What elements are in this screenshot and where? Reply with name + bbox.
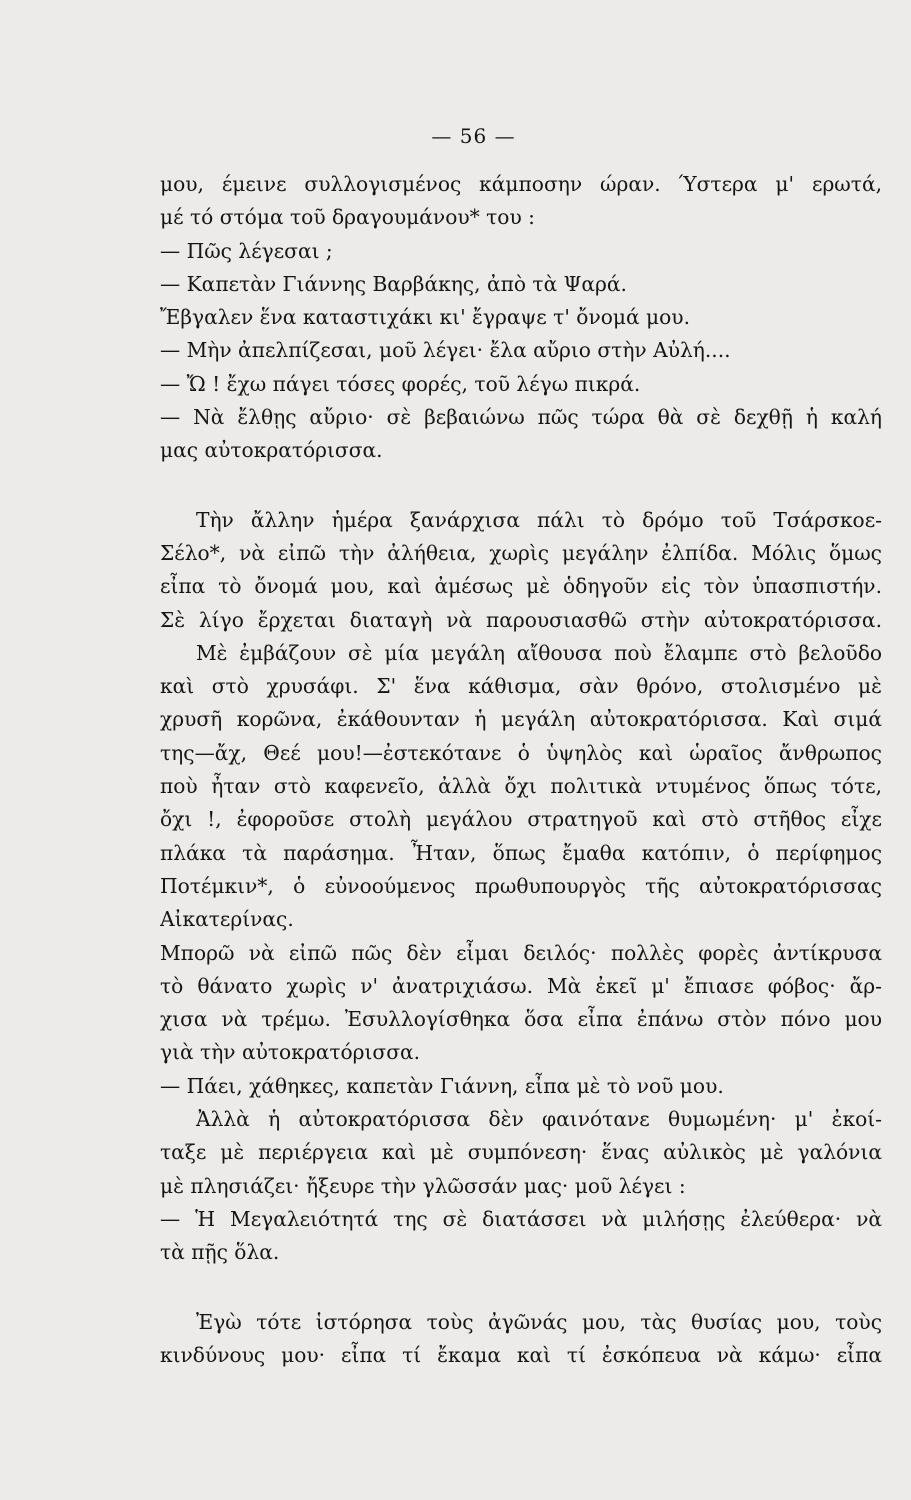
text-line: τὸ θάνατο χωρὶς ν' ἀνατριχιάσω. Μὰ ἐκεῖ μ' ἔπιασε φόβος· ἄρ-: [160, 973, 882, 998]
text-line: Σέλο*, νὰ εἰπῶ τὴν ἀλήθεια, χωρὶς μεγάλην ἐλπίδα. Μόλις ὅμως: [160, 540, 882, 565]
text-line: Μπορῶ νὰ εἰπῶ πῶς δὲν εἶμαι δειλός· πολλὲς φορὲς ἀντίκρυσα: [160, 940, 882, 965]
text-line: ταξε μὲ περιέργεια καὶ μὲ συμπόνεση· ἕνας αὐλικὸς μὲ γαλόνια: [160, 1140, 882, 1165]
text-line: — Πῶς λέγεσαι ;: [160, 238, 333, 263]
text-line: Τὴν ἄλλην ἡμέρα ξανάρχισα πάλι τὸ δρόμο τοῦ Τσάρσκοε-: [196, 507, 882, 532]
text-line: — Ἡ Μεγαλειότητά της σὲ διατάσσει νὰ μιλήσῃς ἐλεύθερα· νὰ: [160, 1206, 882, 1231]
text-line: — Καπετὰν Γιάννης Βαρβάκης, ἀπὸ τὰ Ψαρά.: [160, 271, 627, 296]
text-line: χισα νὰ τρέμω. Ἐσυλλογίσθηκα ὅσα εἶπα ἐπάνω στὸν πόνο μου: [160, 1007, 882, 1032]
text-line: — Ὤ ! ἔχω πάγει τόσες φορές, τοῦ λέγω πικρά.: [160, 371, 641, 396]
paragraph-p1: [160, 168, 882, 468]
text-line: μὲ πλησιάζει· ἤξευρε τὴν γλῶσσάν μας· μοῦ λέγει :: [160, 1173, 686, 1198]
text-line: Μὲ ἐμβάζουν σὲ μία μεγάλη αἴθουσα ποὺ ἔλαμπε στὸ βελοῦδο: [196, 640, 882, 665]
text-line: χρυσῆ κορῶνα, ἐκάθουνταν ἡ μεγάλη αὐτοκρατόρισσα. Καὶ σιμά: [160, 707, 882, 732]
text-line: — Νὰ ἔλθῃς αὔριο· σὲ βεβαιώνω πῶς τώρα θὰ σὲ δεχθῇ ἡ καλή: [160, 405, 882, 430]
text-line: — Μὴν ἀπελπίζεσαι, μοῦ λέγει· ἔλα αὔριο στὴν Αὐλή....: [160, 338, 731, 363]
paragraph-gap: [160, 1270, 882, 1306]
text-line: μας αὐτοκρατόρισσα.: [160, 438, 383, 463]
text-line: Ἀλλὰ ἡ αὐτοκρατόρισσα δὲν φαινότανε θυμωμένη· μ' ἐκοί-: [196, 1107, 882, 1132]
text-line: ὄχι !, ἐφοροῦσε στολὴ μεγάλου στρατηγοῦ καὶ στὸ στῆθος εἶχε: [160, 807, 882, 832]
text-line: τὰ πῇς ὅλα.: [160, 1240, 280, 1265]
text-line: γιὰ τὴν αὐτοκρατόρισσα.: [160, 1040, 421, 1065]
text-line: Αἰκατερίνας.: [160, 907, 294, 932]
text-line: μέ τό στόμα τοῦ δραγουμάνου* του :: [160, 205, 535, 230]
text-line: — Πάει, χάθηκες, καπετὰν Γιάννη, εἶπα μὲ τὸ νοῦ μου.: [160, 1073, 724, 1098]
text-line: Ἔβγαλεν ἕνα καταστιχάκι κι' ἔγραψε τ' ὄνομά μου.: [160, 305, 691, 330]
body-text: [160, 168, 882, 1372]
text-line: μου, έμεινε συλλογισμένος κάμποσην ώραν. Ύστερα μ' ερωτά,: [160, 172, 882, 196]
text-line: Ἐγὼ τότε ἱστόρησα τοὺς ἀγῶνάς μου, τὰς θυσίας μου, τοὺς: [196, 1309, 882, 1334]
text-line: Ποτέμκιν*, ὁ εὐνοούμενος πρωθυπουργὸς τῆς αὐτοκρατόρισσας: [160, 873, 882, 898]
text-line: κινδύνους μου· εἶπα τί ἔκαμα καὶ τί ἐσκόπευα νὰ κάμω· εἶπα: [160, 1342, 882, 1367]
text-line: της—ἄχ, Θεέ μου!—ἐστεκότανε ὁ ὑψηλὸς καὶ ὡραῖος ἄνθρωπος: [160, 740, 882, 765]
text-line: εἶπα τὸ ὄνομά μου, καὶ ἀμέσως μὲ ὁδηγοῦν εἰς τὸν ὑπασπιστήν.: [160, 574, 882, 599]
text-line: πλάκα τὰ παράσημα. Ἦταν, ὅπως ἔμαθα κατόπιν, ὁ περίφημος: [160, 840, 882, 865]
page-number: — 56 —: [431, 124, 516, 148]
text-line: ποὺ ἦταν στὸ καφενεῖο, ἀλλὰ ὄχι πολιτικὰ ντυμένος ὅπως τότε,: [160, 774, 882, 799]
text-line: Σὲ λίγο ἔρχεται διαταγὴ νὰ παρουσιασθῶ στὴν αὐτοκρατόρισσα.: [160, 607, 882, 632]
text-line: καὶ στὸ χρυσάφι. Σ' ἕνα κάθισμα, σὰν θρόνο, στολισμένο μὲ: [160, 674, 882, 699]
paragraph-p3: [160, 1306, 882, 1373]
paragraph-gap: [160, 468, 882, 504]
paragraph-p2: [160, 504, 882, 1270]
